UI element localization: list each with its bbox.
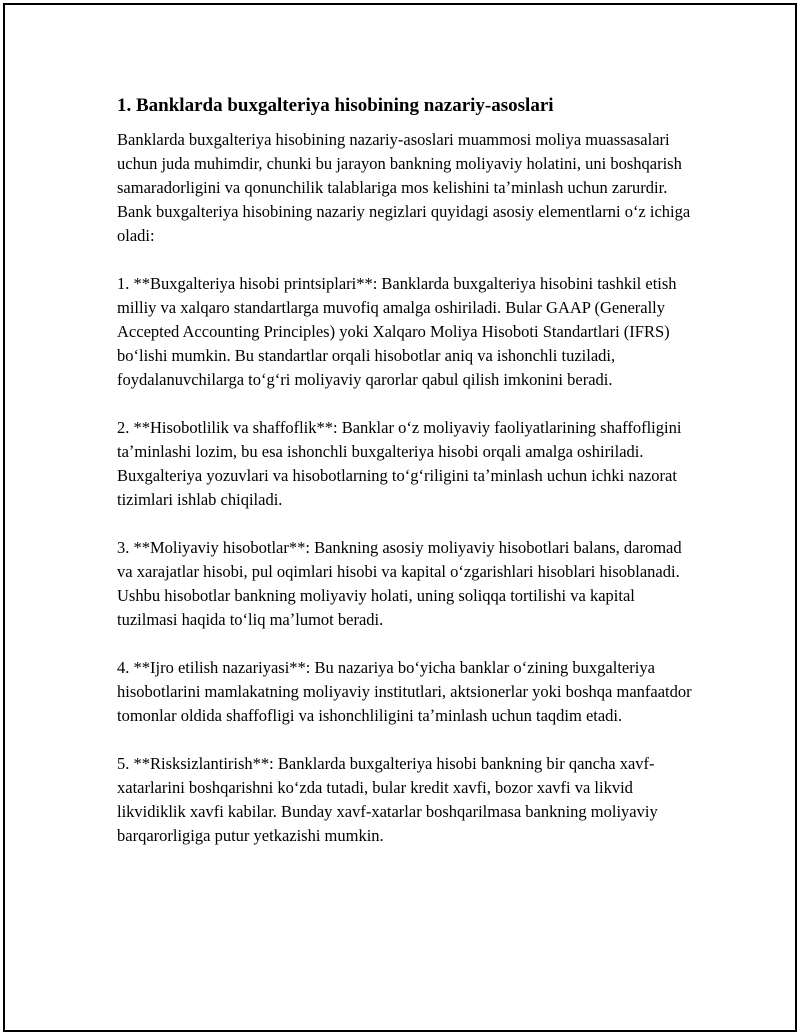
paragraph-financial-statements: 3. **Moliyaviy hisobotlar**: Bankning asosiy moliyaviy hisobotlari balans, daromad va xarajatlar hisobi, pul oqimlari hisobi va kapital oʻzgarishlari hisoblari hisoblanadi. Ushbu hisobotlar bankning moliyaviy holati, uning soliqqa tortilishi va kapital tuzilmasi haqida toʻliq maʼlumot beradi. <box>117 538 682 629</box>
document-body <box>117 92 697 872</box>
intro-paragraph: Banklarda buxgalteriya hisobining nazariy-asoslari muammosi moliya muassasalari uchun juda muhimdir, chunki bu jarayon bankning moliyaviy holatini, uni boshqarish samaradorligini va qonunchilik talablariga mos kelishini taʼminlash uchun zarurdir. Bank buxgalteriya hisobining nazariy negizlari quyidagi asosiy elementlarni oʻz ichiga oladi: <box>117 130 691 245</box>
paragraph-risk-management: 5. **Risksizlantirish**: Banklarda buxgalteriya hisobi bankning bir qancha xavf-xatarlarini boshqarishni koʻzda tutadi, bular kredit xavfi, bozor xavfi va likvid likvidiklik xavfi kabilar. Bunday xavf-xatarlar boshqarilmasa bankning moliyaviy barqarorligiga putur yetkazishi mumkin. <box>117 754 658 845</box>
document-title: 1. Banklarda buxgalteriya hisobining nazariy-asoslari <box>117 95 554 116</box>
paragraph-transparency: 2. **Hisobotlilik va shaffoflik**: Banklar oʻz moliyaviy faoliyatlarining shaffofligini taʼminlashi lozim, bu esa ishonchli buxgalteriya hisobi orqali amalga oshiriladi. Buxgalteriya yozuvlari va hisobotlarning toʻgʻriligini taʼminlash uchun ichki nazorat tizimlari ishlab chiqiladi. <box>117 418 682 509</box>
paragraph-principles: 1. **Buxgalteriya hisobi printsiplari**: Banklarda buxgalteriya hisobini tashkil etish milliy va xalqaro standartlarga muvofiq amalga oshiriladi. Bular GAAP (Generally Accepted Accounting Principles) yoki Xalqaro Moliya Hisoboti Standartlari (IFRS) boʻlishi mumkin. Bu standartlar orqali hisobotlar aniq va ishonchli tuziladi, foydalanuvchilarga toʻgʻri moliyaviy qarorlar qabul qilish imkonini beradi. <box>117 274 677 389</box>
paragraph-execution-theory: 4. **Ijro etilish nazariyasi**: Bu nazariya boʻyicha banklar oʻzining buxgalteriya hisobotlarini mamlakatning moliyaviy institutlari, aktsionerlar yoki boshqa manfaatdor tomonlar oldida shaffofligi va ishonchliligini taʼminlash uchun taqdim etadi. <box>117 658 692 725</box>
